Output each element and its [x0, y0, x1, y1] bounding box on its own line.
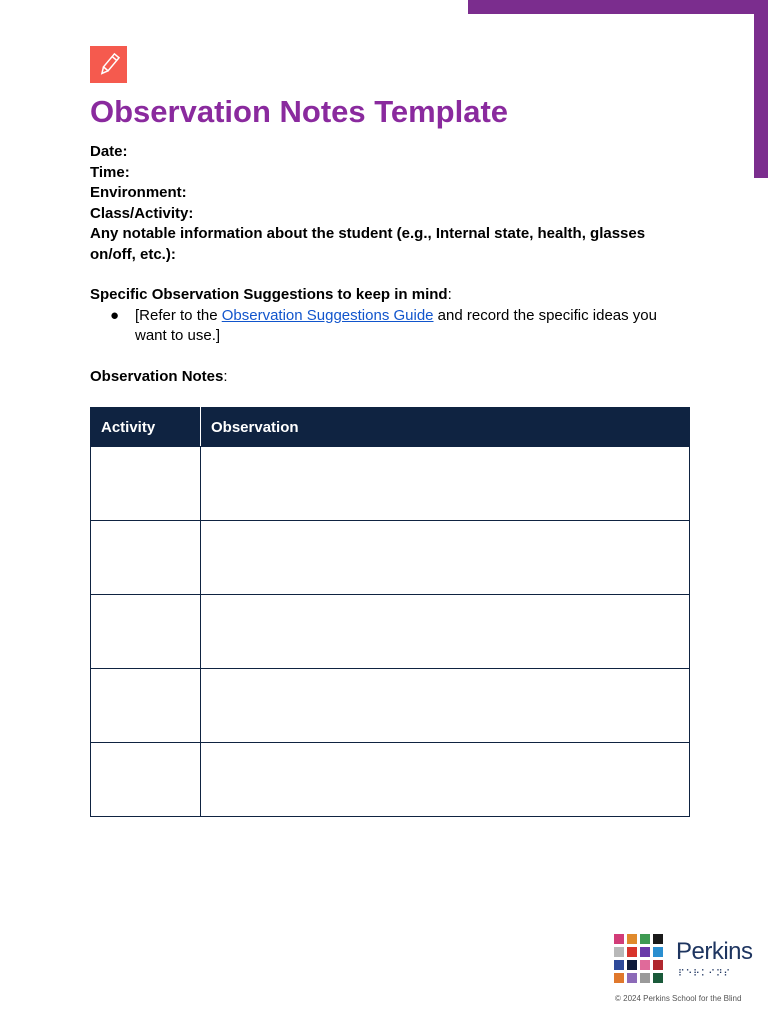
logo-tile — [653, 947, 663, 957]
table-row — [91, 521, 690, 595]
bullet-suffix: and record the specific ideas you want to use.] — [135, 306, 657, 344]
notes-heading-colon: : — [223, 368, 228, 385]
logo-tile — [640, 947, 650, 957]
suggestions-heading-text: Specific Observation Suggestions to keep in mind — [90, 286, 448, 303]
bullet-marker: ● — [110, 306, 120, 324]
observation-cell[interactable] — [201, 743, 690, 817]
copyright-notice: © 2024 Perkins School for the Blind — [615, 994, 742, 1003]
logo-tile — [614, 973, 624, 983]
observation-cell[interactable] — [201, 447, 690, 521]
notes-heading-text: Observation Notes — [90, 368, 224, 385]
time-field-label: Time: — [90, 163, 130, 181]
logo-tile — [627, 947, 637, 957]
observation-table — [90, 407, 690, 817]
activity-column-header: Activity — [91, 408, 201, 447]
activity-cell[interactable] — [91, 595, 201, 669]
activity-cell[interactable] — [91, 669, 201, 743]
suggestions-section — [90, 285, 680, 347]
logo-wordmark: Perkins — [676, 938, 753, 965]
logo-color-grid — [614, 934, 670, 983]
logo-tile — [640, 973, 650, 983]
observation-notes-heading — [90, 367, 228, 388]
logo-tile — [627, 934, 637, 944]
logo-tile — [653, 960, 663, 970]
logo-tile — [653, 934, 663, 944]
date-field-label: Date: — [90, 143, 128, 160]
activity-cell[interactable] — [91, 743, 201, 817]
side-accent-bar — [754, 0, 768, 178]
observation-cell[interactable] — [201, 595, 690, 669]
logo-tile — [627, 973, 637, 983]
logo-tile — [614, 960, 624, 970]
logo-tile — [627, 960, 637, 970]
pencil-badge — [90, 46, 127, 83]
logo-tile — [640, 960, 650, 970]
bullet-prefix: [Refer to the — [135, 306, 222, 324]
logo-braille: ⠏⠑⠗⠅⠊⠝⠎ — [678, 968, 732, 978]
student-info-field-label: Any notable information about the student (e.g., Internal state, health, glasses on/off, etc.): — [90, 225, 646, 263]
suggestions-heading-colon: : — [447, 286, 452, 303]
table-header-row — [91, 408, 690, 447]
observation-column-header: Observation — [201, 408, 690, 447]
logo-tile — [614, 947, 624, 957]
info-fields — [90, 142, 670, 265]
activity-cell[interactable] — [91, 521, 201, 595]
observation-cell[interactable] — [201, 669, 690, 743]
top-accent-bar — [468, 0, 768, 14]
activity-cell[interactable] — [91, 447, 201, 521]
table-row — [91, 447, 690, 521]
suggestions-heading — [90, 285, 680, 306]
pencil-icon — [97, 52, 121, 78]
observation-cell[interactable] — [201, 521, 690, 595]
page-title: Observation Notes Template — [90, 94, 509, 129]
class-activity-field-label: Class/Activity: — [90, 204, 194, 222]
suggestion-bullet — [90, 306, 675, 347]
table-row — [91, 669, 690, 743]
logo-tile — [653, 973, 663, 983]
table-row — [91, 743, 690, 817]
observation-suggestions-guide-link[interactable]: Observation Suggestions Guide — [221, 306, 434, 324]
logo-tile — [640, 934, 650, 944]
environment-field-label: Environment: — [90, 184, 187, 201]
logo-tile — [614, 934, 624, 944]
perkins-logo — [614, 934, 753, 988]
table-row — [91, 595, 690, 669]
